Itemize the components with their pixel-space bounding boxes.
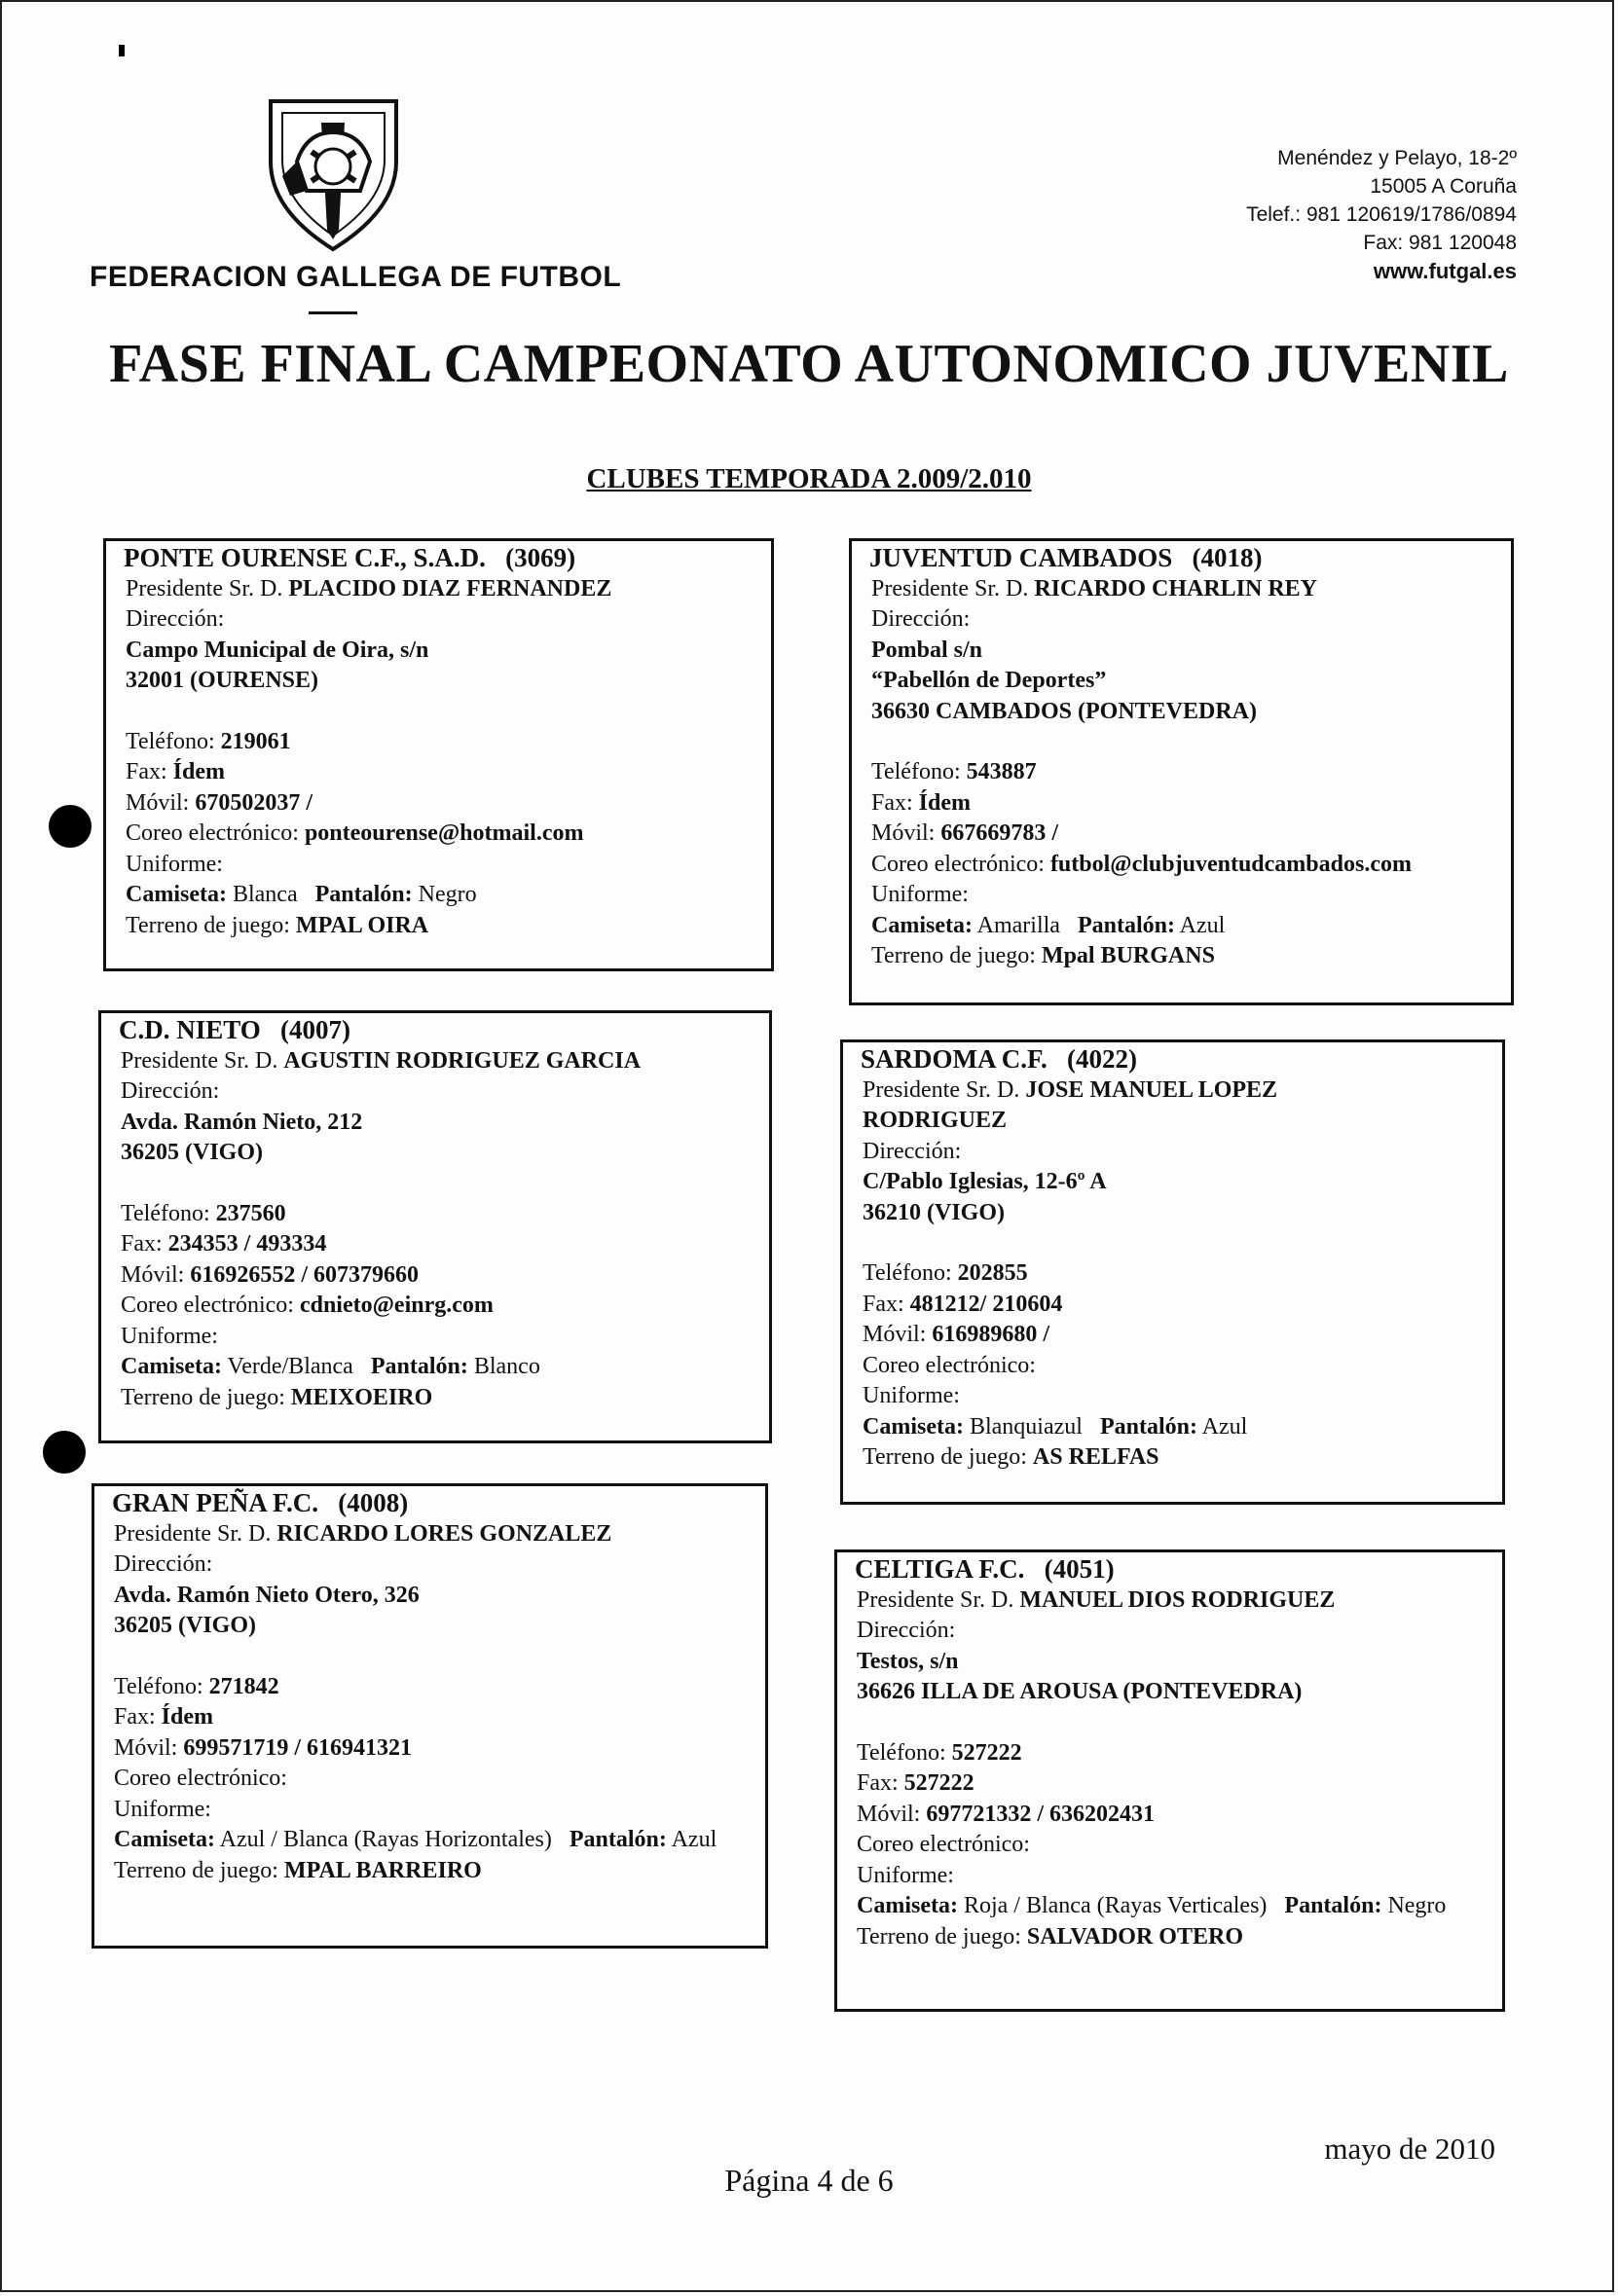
club-ground: Terreno de juego: Mpal BURGANS <box>871 943 1215 968</box>
address-street: Menéndez y Pelayo, 18-2º <box>1277 147 1517 169</box>
club-address-line: Campo Municipal de Oira, s/n <box>126 637 429 663</box>
club-president: Presidente Sr. D. RICARDO CHARLIN REY <box>871 575 1318 601</box>
club-fax: Fax: 481212/ 210604 <box>863 1291 1063 1317</box>
club-name: GRAN PEÑA F.C. (4008) <box>112 1488 409 1517</box>
divider <box>309 311 357 314</box>
club-ground: Terreno de juego: MEIXOEIRO <box>121 1384 433 1410</box>
club-address-line: 36626 ILLA DE AROUSA (PONTEVEDRA) <box>857 1679 1303 1704</box>
address-label: Dirección: <box>871 606 971 632</box>
scan-mark <box>119 45 125 56</box>
club-ground: Terreno de juego: AS RELFAS <box>863 1444 1159 1470</box>
address-label: Dirección: <box>114 1551 213 1577</box>
organization-name: FEDERACION GALLEGA DE FUTBOL <box>90 261 622 293</box>
club-president: Presidente Sr. D. RICARDO LORES GONZALEZ <box>114 1520 612 1547</box>
club-president: Presidente Sr. D. MANUEL DIOS RODRIGUEZ <box>857 1586 1336 1613</box>
address-phone: Telef.: 981 120619/1786/0894 <box>1246 203 1517 226</box>
club-mobile: Móvil: 616926552 / 607379660 <box>121 1261 420 1288</box>
club-uniform: Camiseta: Roja / Blanca (Rayas Verticales) Pantalón: Negro <box>857 1893 1447 1918</box>
club-address-line: 36205 (VIGO) <box>121 1140 263 1165</box>
club-address-line: C/Pablo Iglesias, 12-6º A <box>863 1169 1107 1194</box>
address-fax: Fax: 981 120048 <box>1363 232 1517 254</box>
club-phone: Teléfono: 202855 <box>863 1260 1028 1286</box>
club-card-juventud-cambados <box>849 538 1514 1005</box>
federation-address <box>1127 144 1517 285</box>
address-label: Dirección: <box>121 1078 220 1104</box>
club-ground: Terreno de juego: MPAL OIRA <box>126 912 429 938</box>
club-president: Presidente Sr. D. PLACIDO DIAZ FERNANDEZ <box>126 575 612 601</box>
club-name: SARDOMA C.F. (4022) <box>861 1044 1138 1074</box>
club-address-line: 36205 (VIGO) <box>114 1613 256 1638</box>
club-address-line: “Pabellón de Deportes” <box>871 668 1107 693</box>
uniform-label: Uniforme: <box>857 1862 954 1888</box>
club-fax: Fax: 234353 / 493334 <box>121 1231 327 1257</box>
uniform-label: Uniforme: <box>871 882 969 907</box>
punch-hole-bottom <box>43 1431 86 1474</box>
club-card-ponte-ourense <box>103 538 774 971</box>
club-phone: Teléfono: 219061 <box>126 728 291 754</box>
club-email: Coreo electrónico: futbol@clubjuventudcambados.com <box>871 851 1412 877</box>
website-link[interactable]: www.futgal.es <box>1373 259 1517 283</box>
club-fax: Fax: 527222 <box>857 1770 974 1796</box>
club-fax: Fax: Ídem <box>114 1704 214 1730</box>
page-number: Página 4 de 6 <box>724 2163 894 2198</box>
club-card-sardoma <box>840 1039 1505 1505</box>
club-ground: Terreno de juego: SALVADOR OTERO <box>857 1923 1243 1950</box>
club-phone: Teléfono: 543887 <box>871 759 1037 784</box>
club-address-line: Avda. Ramón Nieto Otero, 326 <box>114 1582 420 1608</box>
club-phone: Teléfono: 237560 <box>121 1200 286 1226</box>
club-uniform: Camiseta: Azul / Blanca (Rayas Horizontales) Pantalón: Azul <box>114 1827 717 1852</box>
club-address-line: Avda. Ramón Nieto, 212 <box>121 1109 363 1135</box>
club-phone: Teléfono: 527222 <box>857 1739 1022 1766</box>
federation-crest-logo <box>263 93 404 254</box>
club-fax: Fax: Ídem <box>126 759 226 784</box>
club-email: Coreo electrónico: <box>114 1766 287 1791</box>
club-president: Presidente Sr. D. JOSE MANUEL LOPEZ RODRIGUEZ <box>863 1076 1278 1133</box>
club-address-line: Pombal s/n <box>871 637 983 663</box>
club-uniform: Camiseta: Blanquiazul Pantalón: Azul <box>863 1413 1248 1440</box>
club-uniform: Camiseta: Blanca Pantalón: Negro <box>126 882 477 907</box>
club-email: Coreo electrónico: <box>863 1352 1036 1378</box>
club-name: PONTE OURENSE C.F., S.A.D. (3069) <box>124 543 576 572</box>
club-email: Coreo electrónico: <box>857 1832 1030 1857</box>
punch-hole-top <box>49 805 92 848</box>
club-card-cd-nieto <box>98 1010 772 1443</box>
club-address-line: 36630 CAMBADOS (PONTEVEDRA) <box>871 698 1257 724</box>
club-mobile: Móvil: 670502037 / <box>126 789 313 816</box>
club-uniform: Camiseta: Verde/Blanca Pantalón: Blanco <box>121 1354 540 1379</box>
address-label: Dirección: <box>126 606 225 632</box>
page-subtitle: CLUBES TEMPORADA 2.009/2.010 <box>586 463 1032 494</box>
club-address-line: 32001 (OURENSE) <box>126 668 319 693</box>
club-mobile: Móvil: 697721332 / 636202431 <box>857 1801 1156 1827</box>
address-city: 15005 A Coruña <box>1370 175 1517 198</box>
club-address-line: 36210 (VIGO) <box>863 1199 1005 1225</box>
club-email: Coreo electrónico: cdnieto@einrg.com <box>121 1293 494 1318</box>
club-mobile: Móvil: 699571719 / 616941321 <box>114 1734 413 1761</box>
uniform-label: Uniforme: <box>126 851 223 877</box>
club-mobile: Móvil: 667669783 / <box>871 820 1059 846</box>
club-ground: Terreno de juego: MPAL BARREIRO <box>114 1857 482 1883</box>
club-name: C.D. NIETO (4007) <box>119 1015 351 1044</box>
club-email: Coreo electrónico: ponteourense@hotmail.com <box>126 820 584 846</box>
club-president: Presidente Sr. D. AGUSTIN RODRIGUEZ GARCIA <box>121 1047 642 1074</box>
club-uniform: Camiseta: Amarilla Pantalón: Azul <box>871 912 1226 938</box>
club-name: JUVENTUD CAMBADOS (4018) <box>869 543 1263 572</box>
club-card-celtiga <box>834 1549 1505 2012</box>
club-address-line: Testos, s/n <box>857 1648 959 1674</box>
uniform-label: Uniforme: <box>121 1323 218 1349</box>
club-mobile: Móvil: 616989680 / <box>863 1322 1050 1347</box>
club-fax: Fax: Ídem <box>871 789 972 816</box>
uniform-label: Uniforme: <box>114 1796 211 1822</box>
document-date: mayo de 2010 <box>1324 2132 1495 2166</box>
club-phone: Teléfono: 271842 <box>114 1673 279 1699</box>
address-label: Dirección: <box>857 1618 956 1643</box>
club-name: CELTIGA F.C. (4051) <box>855 1554 1115 1584</box>
page-title: FASE FINAL CAMPEONATO AUTONOMICO JUVENIL <box>109 334 1509 394</box>
club-card-gran-pena <box>92 1483 768 1949</box>
uniform-label: Uniforme: <box>863 1383 960 1408</box>
address-label: Dirección: <box>863 1138 962 1164</box>
